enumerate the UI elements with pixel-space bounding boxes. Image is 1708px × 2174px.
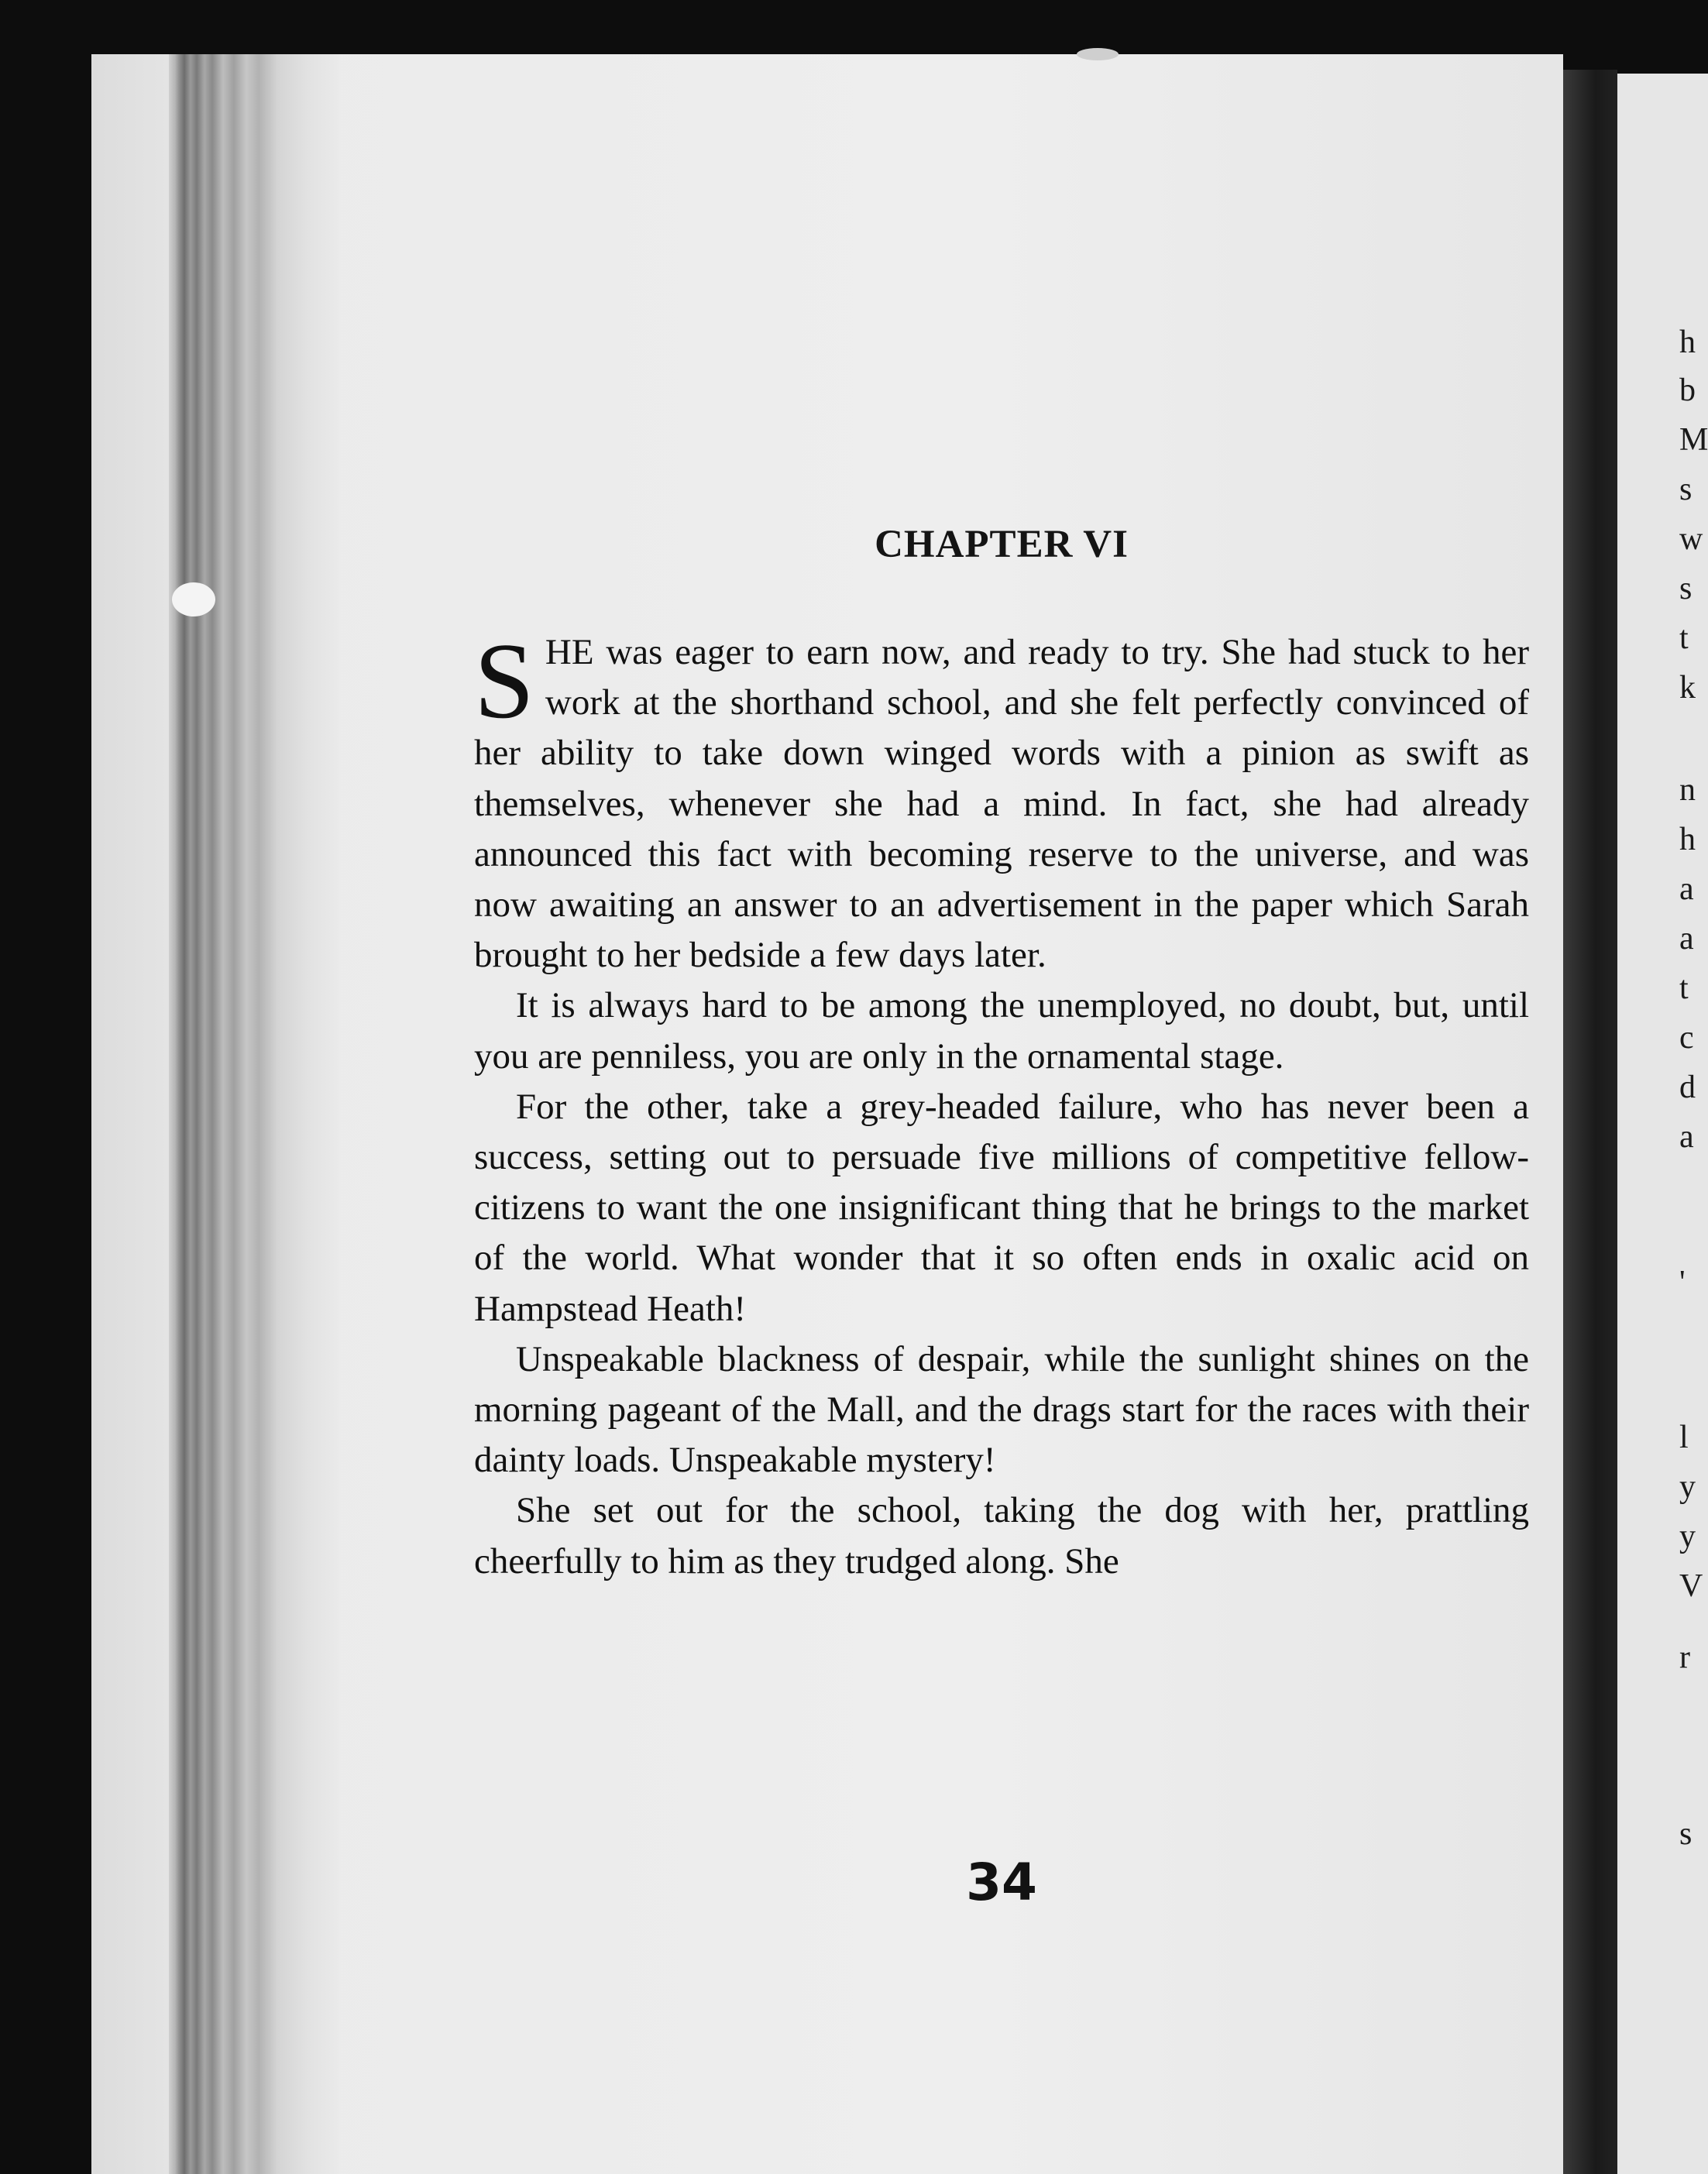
paragraph-text: HE was eager to earn now, and ready to try. She had stuck to her work at the shorthand school, and she felt perfectly convinced of her ability to take down winged words with a pinion as swift as themselves, whenever she had a mind. In fact, she had already announced this fact with becoming reserve to the universe, and was now awaiting an answer to an advertisement in the paper which Sarah brought to her bedside a few days later. [474,632,1529,976]
facing-fragment: h [1679,325,1696,360]
facing-fragment: s [1679,1816,1693,1852]
facing-fragment: M [1679,422,1708,458]
paragraph-first [474,621,1529,981]
facing-fragment: a [1679,1119,1694,1155]
facing-fragment: y [1679,1469,1696,1505]
facing-fragment: ' [1679,1265,1686,1300]
facing-fragment: y [1679,1519,1696,1554]
facing-fragment: a [1679,921,1694,956]
page-right-edge-shadow [1563,70,1617,2174]
binding-gutter [169,54,339,2174]
facing-fragment: c [1679,1020,1694,1056]
facing-fragment: w [1679,521,1703,557]
paragraph: She set out for the school, taking the dog with her, prattling cheerfully to him as they trudged along. She [474,1490,1529,1582]
body-text [474,621,1529,1587]
page-number: 34 [966,1853,1037,1912]
facing-fragment: n [1679,772,1696,808]
facing-fragment: t [1679,970,1689,1006]
paper-blemish [1077,48,1119,60]
facing-fragment: s [1679,571,1693,606]
facing-fragment: d [1679,1070,1696,1105]
page-left-edge [91,54,169,2174]
paper-blemish [172,582,215,616]
facing-fragment: k [1679,670,1696,706]
facing-fragment: t [1679,620,1689,656]
chapter-title: CHAPTER VI [875,523,1129,566]
facing-fragment: b [1679,373,1696,408]
facing-fragment: V [1679,1568,1703,1604]
facing-fragment: l [1679,1420,1689,1455]
facing-fragment: a [1679,871,1694,907]
paragraph: Unspeakable blackness of despair, while the sunlight shines on the morning pageant of the Mall, and the drags start for the races with their dainty loads. Unspeakable mystery! [474,1338,1529,1481]
facing-fragment: s [1679,472,1693,507]
paragraph: It is always hard to be among the unemployed, no doubt, but, until you are penniless, you are only in the ornamental stage. [474,985,1529,1077]
paragraph: For the other, take a grey-headed failure, who has never been a success, setting out to persuade five millions of competitive fellow-citizens to want the one insignificant thing that he brings to the market of the world. What wonder that it so often ends in oxalic acid on Hampstead Heath! [474,1086,1529,1329]
facing-fragment: r [1679,1640,1690,1675]
drop-cap: S [474,621,534,741]
facing-fragment: h [1679,822,1696,857]
